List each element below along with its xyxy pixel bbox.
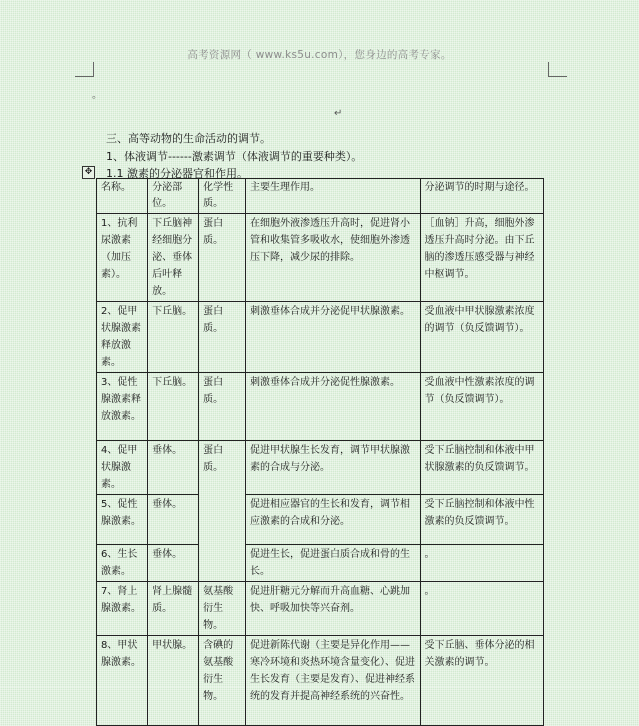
cell-function: 促进甲状腺生长发育，调节甲状腺激素的合成与分泌。 xyxy=(245,441,420,495)
table-row xyxy=(97,495,544,545)
cell-regulation: 受血液中性激素浓度的调节（负反馈调节）。 xyxy=(420,373,543,441)
cell-chem: 蛋白质。 xyxy=(199,373,246,441)
header-regulation: 分泌调节的时期与途径。 xyxy=(420,179,543,214)
header-chem: 化学性质。 xyxy=(199,179,246,214)
header-organ: 分泌部位。 xyxy=(148,179,199,214)
table-move-handle-icon[interactable]: ✥ xyxy=(82,166,95,179)
cell-regulation: 。 xyxy=(420,582,543,636)
cell-name: 4、促甲状腺激素。 xyxy=(97,441,148,495)
cell-name: 3、促性腺激素释放激素。 xyxy=(97,373,148,441)
cell-regulation: ［血钠］升高，细胞外渗透压升高时分泌。由下丘脑的渗透压感受器与神经中枢调节。 xyxy=(420,214,543,302)
cell-function: 刺激垂体合成并分泌促甲状腺激素。 xyxy=(245,302,420,373)
cell-organ: 下丘脑。 xyxy=(148,373,199,441)
subsection-heading: 1、体液调节------激素调节（体液调节的重要种类）。 xyxy=(106,150,363,163)
header-name: 名称。 xyxy=(97,179,148,214)
table-row xyxy=(97,582,544,636)
table-row xyxy=(97,545,544,582)
cell-organ: 下丘脑。 xyxy=(148,302,199,373)
cell-regulation: 受下丘脑、垂体分泌的相关激素的调节。 xyxy=(420,636,543,726)
cell-name: 7、肾上腺激素。 xyxy=(97,582,148,636)
cell-regulation: 受下丘脑控制和体液中甲状腺激素的负反馈调节。 xyxy=(420,441,543,495)
crop-mark-top-right xyxy=(548,62,567,77)
table-row xyxy=(97,636,544,726)
cell-chem: 蛋白质。 xyxy=(199,214,246,302)
cell-regulation: 。 xyxy=(420,545,543,582)
cell-organ: 肾上腺髓质。 xyxy=(148,582,199,636)
header-function: 主要生理作用。 xyxy=(245,179,420,214)
cell-name: 6、生长激素。 xyxy=(97,545,148,582)
cell-function: 促进肝糖元分解而升高血糖、心跳加快、呼吸加快等兴奋剂。 xyxy=(245,582,420,636)
cell-regulation: 受下丘脑控制和体液中性激素的负反馈调节。 xyxy=(420,495,543,545)
table-row xyxy=(97,373,544,441)
cell-function: 在细胞外液渗透压升高时，促进肾小管和收集管多吸收水，使细胞外渗透压下降，减少尿的排除。 xyxy=(245,214,420,302)
cell-function: 促进生长，促进蛋白质合成和骨的生长。 xyxy=(245,545,420,582)
cell-chem: 含碘的氨基酸衍生物。 xyxy=(199,636,246,726)
cell-name: 8、甲状腺激素。 xyxy=(97,636,148,726)
cell-function: 刺激垂体合成并分泌促性腺激素。 xyxy=(245,373,420,441)
page-header: 高考资源网（ www.ks5u.com），您身边的高考专家。 xyxy=(187,49,452,61)
cell-organ: 垂体。 xyxy=(148,545,199,582)
section-heading: 三、高等动物的生命活动的调节。 xyxy=(106,132,271,145)
cell-chem: 蛋白质。 xyxy=(199,302,246,373)
cell-organ: 垂体。 xyxy=(148,441,199,495)
cell-name: 5、促性腺激素。 xyxy=(97,495,148,545)
cell-regulation: 受血液中甲状腺激素浓度的调节（负反馈调节）。 xyxy=(420,302,543,373)
table-row xyxy=(97,302,544,373)
cell-organ: 甲状腺。 xyxy=(148,636,199,726)
hormone-table xyxy=(96,178,544,726)
table-row xyxy=(97,214,544,302)
cell-name: 2、促甲状腺激素释放激素。 xyxy=(97,302,148,373)
cell-organ: 垂体。 xyxy=(148,495,199,545)
cell-chem-merged: 蛋白质。 xyxy=(199,441,246,582)
cell-function: 促进新陈代谢（主要是异化作用——寒冷环境和炎热环境含量变化）、促进生长发育（主要是发育）、促进神经系统的发育并提高神经系统的兴奋性。 xyxy=(245,636,420,726)
crop-mark-top-left xyxy=(75,62,94,77)
subsection-heading-2: 1.1 激素的分泌器官和作用。 xyxy=(106,167,248,180)
cell-name: 1、抗利尿激素（加压素）。 xyxy=(97,214,148,302)
cell-function: 促进相应器官的生长和发育，调节相应激素的合成和分泌。 xyxy=(245,495,420,545)
table-row xyxy=(97,441,544,495)
paragraph-mark: ↵ xyxy=(334,108,343,119)
paragraph-mark: 。 xyxy=(92,90,102,101)
table-header-row xyxy=(97,179,544,214)
cell-organ: 下丘脑神经细胞分泌、垂体后叶释放。 xyxy=(148,214,199,302)
cell-chem: 氨基酸衍生物。 xyxy=(199,582,246,636)
